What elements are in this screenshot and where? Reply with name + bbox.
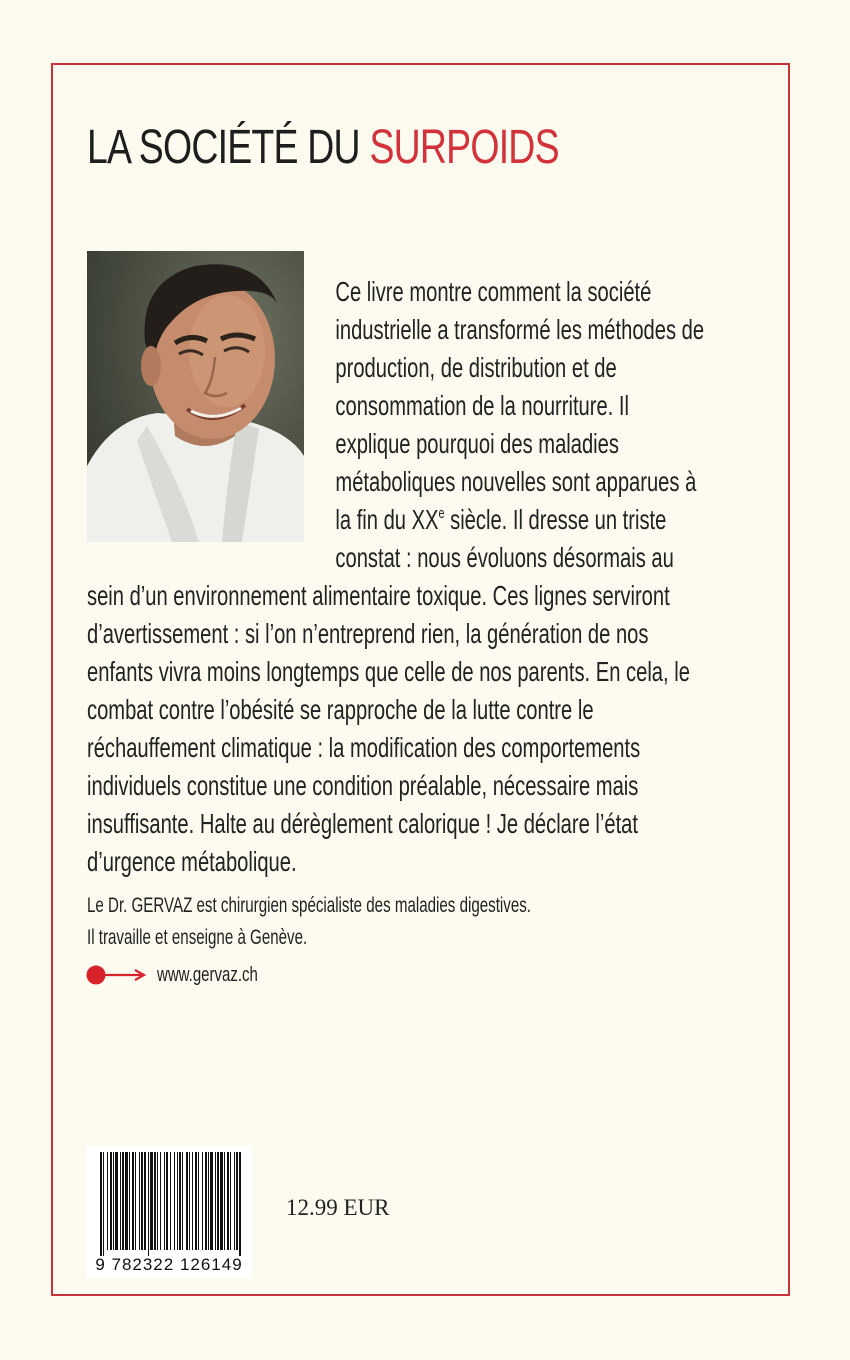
barcode-bar: [110, 1152, 112, 1250]
barcode-bar: [230, 1152, 231, 1250]
barcode-bar: [186, 1152, 188, 1250]
title-part-2: SURPOIDS: [369, 121, 559, 174]
barcode-bar: [144, 1152, 146, 1250]
barcode-bar: [239, 1152, 241, 1256]
barcode-bar: [115, 1152, 118, 1250]
barcode-bar: [164, 1152, 165, 1250]
blurb-part-2: siècle. Il dresse un triste constat : nous évoluons désormais au sein d’un environnement alimentaire toxique. Ces lignes serviront d’avertissement : si l’on n’entreprend rien, la génération de nos enfants vivra moins longtemps que celle de nos parents. En cela, le combat contre l’obésité se rapproche de la lutte contre le réchauffement climatique : la modification des comportements individuels constitue une condition préalable, nécessaire mais insuffisante. Halte au dérèglement calorique ! Je déclare l’état d’urgence métabolique.: [87, 504, 690, 877]
barcode-bar: [135, 1152, 136, 1250]
barcode-bar: [234, 1152, 235, 1250]
barcode-bar: [198, 1152, 199, 1250]
barcode-bar: [217, 1152, 219, 1250]
barcode-bar: [208, 1152, 209, 1250]
barcode-bar: [179, 1152, 181, 1250]
barcode-bar: [170, 1152, 171, 1250]
red-dot-arrow-icon: [85, 962, 147, 988]
barcode-bar: [220, 1152, 223, 1250]
barcode-bar: [236, 1152, 238, 1250]
barcode-number: 9 782322 126149: [95, 1255, 243, 1274]
barcode-bar: [227, 1152, 229, 1250]
barcode-bar: [120, 1152, 121, 1250]
barcode-bar: [189, 1152, 190, 1250]
barcode-bar: [166, 1152, 168, 1250]
bio-line-2: Il travaille et enseigne à Genève.: [87, 926, 308, 949]
barcode-bar: [125, 1152, 128, 1250]
barcode-bar: [107, 1152, 108, 1250]
barcode-bar: [141, 1152, 143, 1250]
blurb-text: [87, 273, 706, 881]
barcode-bar: [205, 1152, 207, 1250]
website-row[interactable]: [85, 962, 292, 988]
barcode-bar: [160, 1152, 161, 1250]
blurb-superscript: e: [438, 505, 445, 522]
barcode-bar: [174, 1152, 175, 1250]
barcode-bar: [100, 1152, 102, 1256]
barcode-bar: [157, 1152, 158, 1250]
barcode-bar: [103, 1152, 104, 1256]
price-label: 12.99 EUR: [286, 1195, 390, 1220]
barcode-bar: [150, 1152, 153, 1250]
barcode-bar: [177, 1152, 178, 1250]
blurb-part-1: Ce livre montre comment la société industrielle a transformé les méthodes de production, de distribution et de consommation de la nourriture. Il explique pourquoi des maladies métaboliques nouvelles sont apparues à la fin du XX: [335, 276, 705, 535]
barcode-bar: [192, 1152, 193, 1250]
title-part-1: LA SOCIÉTÉ DU: [87, 121, 370, 174]
photo-wrap-spacer: [87, 273, 335, 573]
barcode-bar: [182, 1152, 183, 1250]
barcode: [86, 1146, 252, 1278]
barcode-bar: [132, 1152, 134, 1250]
bio-line-1: Le Dr. GERVAZ est chirurgien spécialiste des maladies digestives.: [87, 894, 532, 917]
barcode-bar: [195, 1152, 197, 1250]
barcode-bar: [113, 1152, 114, 1250]
book-title: [87, 118, 559, 178]
barcode-bar: [154, 1152, 156, 1250]
barcode-bar: [215, 1152, 216, 1250]
website-link[interactable]: www.gervaz.ch: [157, 963, 258, 986]
barcode-bar: [210, 1152, 213, 1250]
barcode-bar: [202, 1152, 203, 1250]
barcode-bar: [148, 1152, 149, 1256]
barcode-bar: [224, 1152, 225, 1250]
barcode-bar: [129, 1152, 130, 1250]
barcode-bars: [86, 1146, 252, 1258]
barcode-bar: [139, 1152, 140, 1250]
barcode-bar: [122, 1152, 124, 1250]
author-bio: [87, 890, 533, 954]
